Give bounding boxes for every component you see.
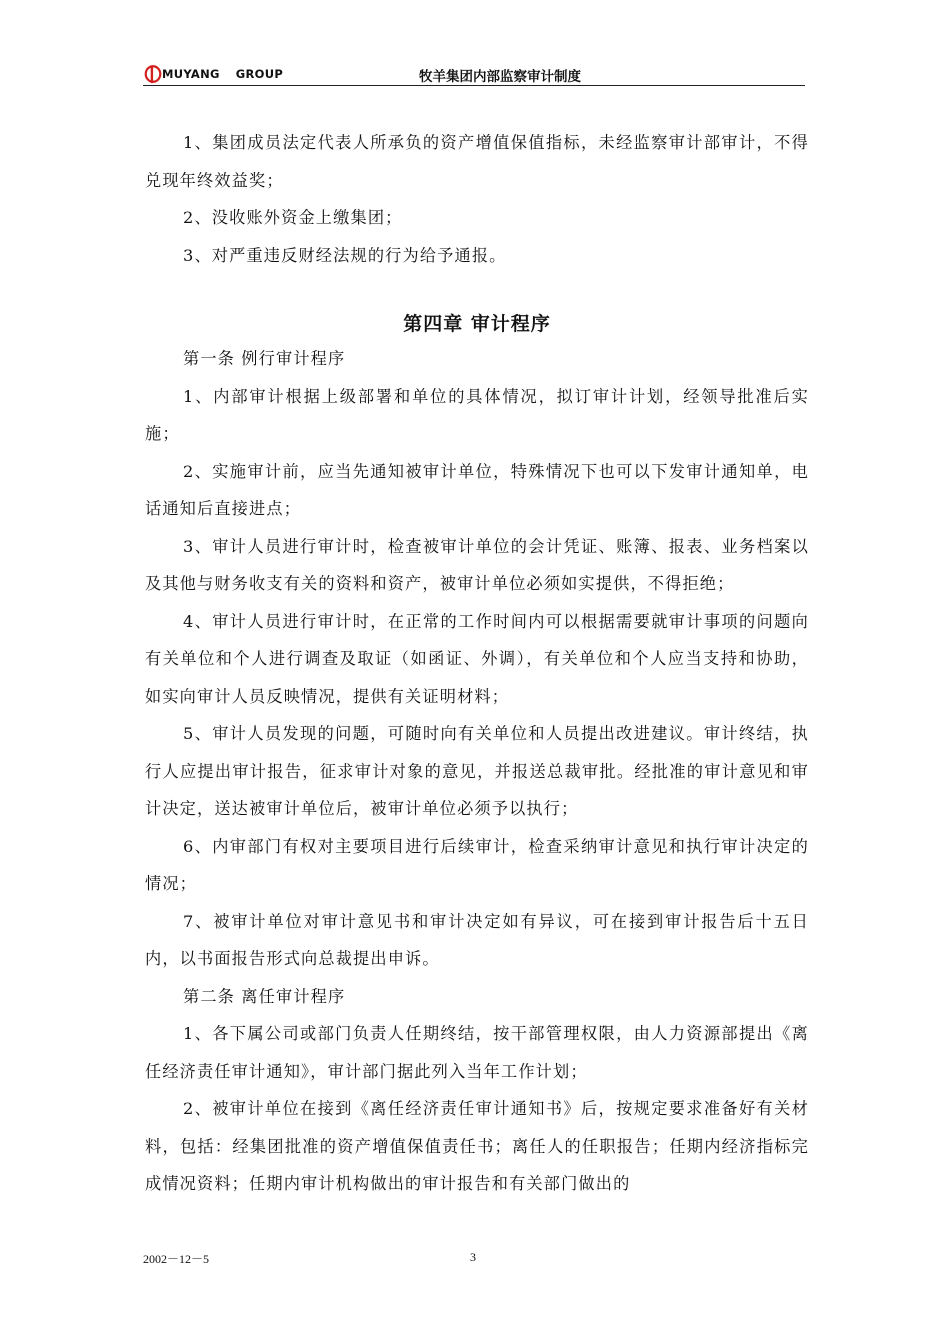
paragraph: 6、内审部门有权对主要项目进行后续审计，检查采纳审计意见和执行审计决定的情况； [145,836,809,893]
paragraph: 7、被审计单位对审计意见书和审计决定如有异议，可在接到审计报告后十五日内，以书面报告形式向总裁提出申诉。 [145,911,809,968]
page-body [145,124,809,1203]
logo-group: GROUP [235,67,284,81]
paragraph: 3、对严重违反财经法规的行为给予通报。 [183,245,507,265]
logo-brand: MUYANG [162,67,220,81]
page-number: 3 [470,1250,476,1264]
muyang-logo-icon [143,64,163,84]
article-heading: 第二条 离任审计程序 [183,986,346,1006]
paragraph: 1、内部审计根据上级部署和单位的具体情况，拟订审计计划，经领导批准后实施； [145,386,809,443]
logo-text [162,67,283,81]
footer-date: 2002－12－5 [143,1252,210,1266]
paragraph: 5、审计人员发现的问题，可随时向有关单位和人员提出改进建议。审计终结，执行人应提出审计报告，征求审计对象的意见，并报送总裁审批。经批准的审计意见和审计决定，送达被审计单位后，被审计单位必须予以执行； [145,724,809,818]
document-title: 牧羊集团内部监察审计制度 [419,69,581,85]
paragraph: 1、各下属公司或部门负责人任期终结，按干部管理权限，由人力资源部提出《离任经济责任审计通知》，审计部门据此列入当年工作计划； [145,1024,809,1081]
chapter-heading: 第四章 审计程序 [403,313,551,335]
paragraph: 3、审计人员进行审计时，检查被审计单位的会计凭证、账簿、报表、业务档案以及其他与财务收支有关的资料和资产，被审计单位必须如实提供，不得拒绝； [145,536,809,593]
company-logo [143,63,283,85]
paragraph: 2、没收账外资金上缴集团； [183,208,403,227]
paragraph: 1、集团成员法定代表人所承负的资产增值保值指标，未经监察审计部审计，不得兑现年终效益奖； [145,133,809,190]
article-heading: 第一条 例行审计程序 [183,349,346,368]
paragraph: 2、被审计单位在接到《离任经济责任审计通知书》后，按规定要求准备好有关材料，包括：经集团批准的资产增值保值责任书；离任人的任职报告；任期内经济指标完成情况资料；任期内审计机构做出的审计报告和有关部门做出的 [145,1099,809,1193]
page-header [143,63,805,86]
paragraph: 4、审计人员进行审计时，在正常的工作时间内可以根据需要就审计事项的问题向有关单位和个人进行调查及取证（如函证、外调），有关单位和个人应当支持和协助，如实向审计人员反映情况，提供有关证明材料； [145,611,809,706]
paragraph: 2、实施审计前，应当先通知被审计单位，特殊情况下也可以下发审计通知单，电话通知后直接进点； [145,461,809,518]
